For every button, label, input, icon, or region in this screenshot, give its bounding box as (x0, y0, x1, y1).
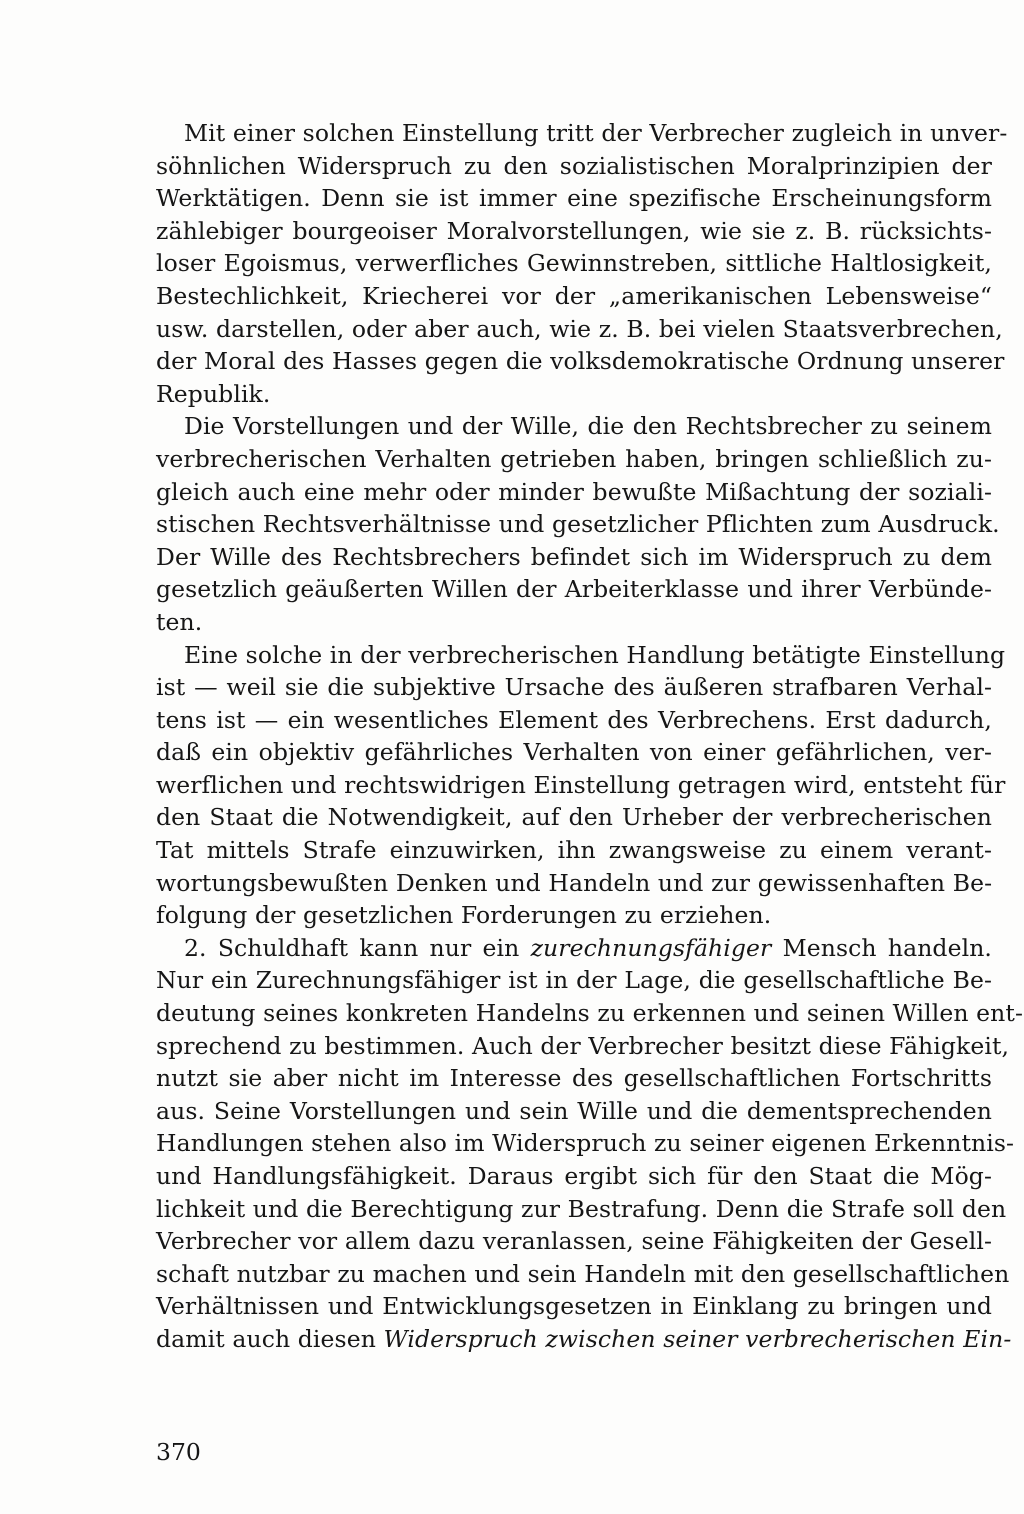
text-line: folgung der gesetzlichen Forderungen zu erziehen. (156, 901, 772, 930)
text-line: Handlungen stehen also im Widerspruch zu seiner eigenen Erkenntnis- (156, 1129, 1015, 1158)
text-line: den Staat die Notwendigkeit, auf den Urheber der verbrecherischen (156, 803, 992, 832)
text-line: deutung seines konkreten Handelns zu erkennen und seinen Willen ent- (156, 999, 1023, 1028)
text-line: Werktätigen. Denn sie ist immer eine spezifische Erscheinungsform (156, 184, 992, 213)
text-line: zählebiger bourgeoiser Moralvorstellungen, wie sie z. B. rücksichts- (156, 216, 992, 245)
text-line: gleich auch eine mehr oder minder bewußte Mißachtung der soziali- (156, 477, 992, 506)
text-line: Mit einer solchen Einstellung tritt der Verbrecher zugleich in unver- (184, 119, 1008, 147)
text-line (156, 1323, 1012, 1356)
paragraph (156, 932, 1023, 1356)
text-line: Verbrecher vor allem dazu veranlassen, seine Fähigkeiten der Gesell- (156, 1227, 992, 1256)
text-line: Nur ein Zurechnungsfähiger ist in der Lage, die gesellschaftliche Be- (156, 966, 992, 995)
text-line: nutzt sie aber nicht im Interesse des gesellschaftlichen Fortschritts (156, 1064, 992, 1093)
text-line: aus. Seine Vorstellungen und sein Wille und die dementsprechenden (156, 1096, 992, 1125)
body-text (156, 117, 1023, 1356)
text-line: schaft nutzbar zu machen und sein Handeln mit den gesellschaftlichen (156, 1259, 1010, 1288)
text-line: der Moral des Hasses gegen die volksdemokratische Ordnung unserer (156, 347, 1005, 376)
text-line: lichkeit und die Berechtigung zur Bestrafung. Denn die Strafe soll den (156, 1194, 1007, 1223)
paragraph (156, 639, 1006, 932)
text-line: Republik. (156, 379, 271, 408)
text-line: loser Egoismus, verwerfliches Gewinnstreben, sittliche Haltlosigkeit, (156, 249, 992, 278)
text-line: Eine solche in der verbrecherischen Handlung betätigte Einstellung (184, 640, 1006, 669)
line-text: damit auch diesen (156, 1324, 384, 1353)
paragraph (156, 410, 1000, 638)
text-line: Tat mittels Strafe einzuwirken, ihn zwangsweise zu einem verant- (156, 836, 992, 865)
text-line: ist — weil sie die subjektive Ursache des äußeren strafbaren Verhal- (156, 673, 992, 702)
text-line: und Handlungsfähigkeit. Daraus ergibt sich für den Staat die Mög- (156, 1162, 992, 1190)
text-line (156, 932, 992, 965)
text-line: söhnlichen Widerspruch zu den sozialistischen Moralprinzipien der (156, 151, 992, 180)
line-text: Mensch handeln. (771, 933, 992, 962)
text-line: Die Vorstellungen und der Wille, die den Rechtsbrecher zu seinem (184, 412, 992, 441)
text-line: stischen Rechtsverhältnisse und gesetzlicher Pflichten zum Ausdruck. (156, 510, 1000, 539)
text-line: daß ein objektiv gefährliches Verhalten von einer gefährlichen, ver- (156, 738, 992, 767)
text-line: verbrecherischen Verhalten getrieben haben, bringen schließlich zu- (156, 444, 992, 473)
text-line: ten. (156, 607, 203, 636)
text-line: wortungsbewußten Denken und Handeln und zur gewissenhaften Be- (156, 868, 993, 897)
text-line: Verhältnissen und Entwicklungsgesetzen in Einklang zu bringen und (156, 1292, 992, 1321)
line-text: 2. Schuldhaft kann nur ein (184, 933, 531, 962)
text-line: werflichen und rechtswidrigen Einstellung getragen wird, entsteht für (156, 770, 1006, 799)
text-line: Der Wille des Rechtsbrechers befindet sich im Widerspruch zu dem (156, 542, 992, 571)
text-line: tens ist — ein wesentliches Element des Verbrechens. Erst dadurch, (156, 705, 992, 734)
text-line: gesetzlich geäußerten Willen der Arbeiterklasse und ihrer Verbünde- (156, 575, 992, 604)
page-number: 370 (156, 1438, 201, 1466)
text-line: sprechend zu bestimmen. Auch der Verbrecher besitzt diese Fähigkeit, (156, 1031, 1010, 1060)
text-line: Bestechlichkeit, Kriecherei vor der „amerikanischen Lebensweise“ (156, 281, 992, 310)
paragraph (156, 117, 1008, 410)
text-line: usw. darstellen, oder aber auch, wie z. B. bei vielen Staatsverbrechen, (156, 314, 1003, 343)
emphasized-text: Widerspruch zwischen seiner verbrecherischen Ein- (383, 1324, 1012, 1353)
emphasized-text: zurechnungsfähiger (530, 933, 772, 962)
